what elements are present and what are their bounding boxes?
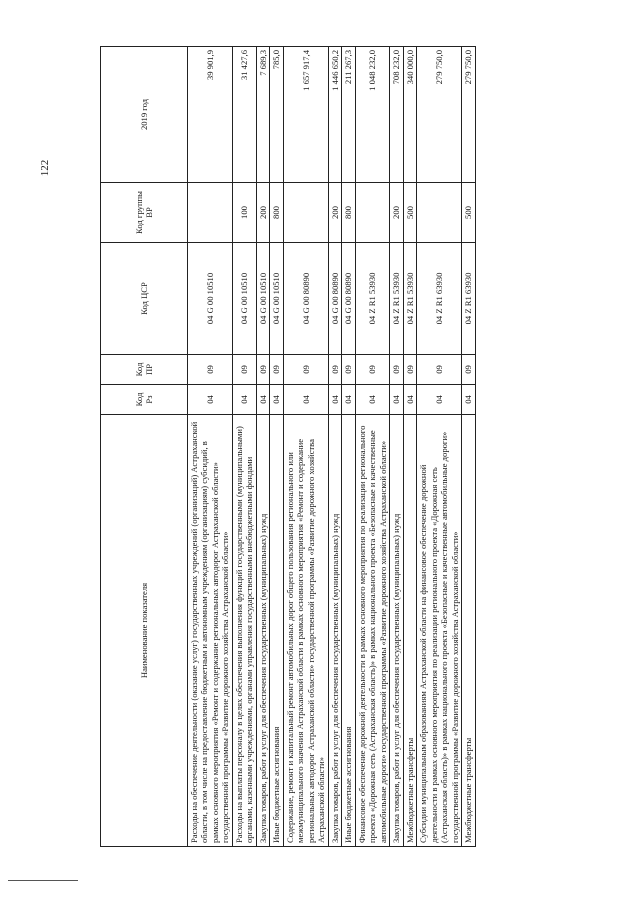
cell-sum: 340 000,0: [403, 47, 416, 183]
cell-name: Межбюджетные трансферты: [403, 415, 416, 847]
cell-rz: 04: [342, 385, 355, 415]
cell-rz: 04: [328, 385, 341, 415]
margin-line: [8, 880, 78, 881]
budget-table: [100, 46, 476, 847]
cell-name: Межбюджетные трансферты: [462, 415, 475, 847]
table-row: [355, 47, 389, 847]
cell-sum: 211 267,3: [342, 47, 355, 183]
cell-csr: 04 G 00 80890: [283, 243, 328, 355]
cell-csr: 04 Z R1 63930: [417, 243, 462, 355]
cell-name: Закупка товаров, работ и услуг для обеспечения государственных (муниципальных) нужд: [328, 415, 341, 847]
cell-pr: 09: [328, 355, 341, 385]
cell-rz: 04: [462, 385, 475, 415]
cell-sum: 708 232,0: [390, 47, 403, 183]
cell-rz: 04: [188, 385, 233, 415]
table-row: [342, 47, 355, 847]
cell-vr: 200: [390, 183, 403, 243]
cell-csr: 04 G 00 10510: [188, 243, 233, 355]
cell-rz: 04: [256, 385, 269, 415]
cell-pr: 09: [232, 355, 256, 385]
cell-name: Расходы на обеспечение деятельности (оказание услуг) государственных учреждений (организаций) Астраханской области, в том числе на предоставление бюджетным и автономным учреждениям (организациям) субсидий, в рамках основного мероприятия «Ремонт и содержание региональных автодорог Астраханской области» государственной программы «Развитие дорожного хозяйства Астраханской области»: [188, 415, 233, 847]
cell-pr: 09: [462, 355, 475, 385]
cell-pr: 09: [188, 355, 233, 385]
table-row: [462, 47, 475, 847]
table-row: [256, 47, 269, 847]
cell-sum: 1 657 917,4: [283, 47, 328, 183]
cell-rz: 04: [232, 385, 256, 415]
cell-vr: 800: [270, 183, 283, 243]
cell-csr: 04 Z R1 53930: [355, 243, 389, 355]
cell-rz: 04: [355, 385, 389, 415]
table-row: [270, 47, 283, 847]
cell-pr: 09: [283, 355, 328, 385]
table-row: [390, 47, 403, 847]
cell-csr: 04 G 00 80890: [328, 243, 341, 355]
cell-rz: 04: [283, 385, 328, 415]
cell-name: Иные бюджетные ассигнования: [342, 415, 355, 847]
cell-vr: 500: [403, 183, 416, 243]
cell-vr: 800: [342, 183, 355, 243]
cell-csr: 04 G 00 10510: [256, 243, 269, 355]
cell-sum: 31 427,6: [232, 47, 256, 183]
cell-name: Содержание, ремонт и капитальный ремонт автомобильных дорог общего пользования регионального или межмуниципального значения Астраханской области в рамках основного мероприятия «Ремонт и содержание региональных автодорог Астраханской области» государственной программы «Развитие дорожного хозяйства Астраханской области»: [283, 415, 328, 847]
cell-vr: [355, 183, 389, 243]
cell-name: Закупка товаров, работ и услуг для обеспечения государственных (муниципальных) нужд: [390, 415, 403, 847]
cell-csr: 04 G 00 10510: [232, 243, 256, 355]
cell-sum: 7 689,3: [256, 47, 269, 183]
cell-vr: 500: [462, 183, 475, 243]
cell-csr: 04 Z R1 63930: [462, 243, 475, 355]
cell-name: Субсидии муниципальным образованиям Астраханской области на финансовое обеспечение дорожной деятельности в рамках основного мероприятия по реализации регионального проекта «Дорожная сеть (Астраханская область)» в рамках национального проекта «Безопасные и качественные автомобильные дороги» государственной программы «Развитие дорожного хозяйства Астраханской области»: [417, 415, 462, 847]
cell-sum: 1 446 650,2: [328, 47, 341, 183]
header-name: Наименование показателя: [101, 415, 188, 847]
header-rz: Код Рз: [101, 385, 188, 415]
header-pr: Код ПР: [101, 355, 188, 385]
cell-vr: [188, 183, 233, 243]
table-row: [188, 47, 233, 847]
budget-table-rotated: [100, 47, 590, 847]
table-row: [417, 47, 462, 847]
cell-csr: 04 G 00 10510: [270, 243, 283, 355]
cell-pr: 09: [342, 355, 355, 385]
cell-csr: 04 Z R1 53930: [403, 243, 416, 355]
cell-name: Расходы на выплаты персоналу в целях обеспечения выполнения функций государственными (муниципальными) органами, казенными учреждениями, органами управления государственными внебюджетными фондами: [232, 415, 256, 847]
header-csr: Код ЦСР: [101, 243, 188, 355]
cell-csr: 04 G 00 80890: [342, 243, 355, 355]
cell-name: Финансовое обеспечение дорожной деятельности в рамках основного мероприятия по реализации регионального проекта «Дорожная сеть (Астраханская область)» в рамках национального проекта «Безопасные и качественные автомобильные дороги» государственной программы «Развитие дорожного хозяйства Астраханской области»: [355, 415, 389, 847]
table-row: [328, 47, 341, 847]
cell-pr: 09: [256, 355, 269, 385]
cell-sum: 1 048 232,0: [355, 47, 389, 183]
table-row: [232, 47, 256, 847]
cell-sum: 39 901,9: [188, 47, 233, 183]
cell-rz: 04: [403, 385, 416, 415]
cell-rz: 04: [270, 385, 283, 415]
cell-pr: 09: [417, 355, 462, 385]
cell-csr: 04 Z R1 53930: [390, 243, 403, 355]
cell-rz: 04: [417, 385, 462, 415]
header-vr: Код группы ВР: [101, 183, 188, 243]
cell-vr: [283, 183, 328, 243]
cell-vr: 200: [256, 183, 269, 243]
cell-pr: 09: [403, 355, 416, 385]
cell-name: Закупка товаров, работ и услуг для обеспечения государственных (муниципальных) нужд: [256, 415, 269, 847]
table-row: [403, 47, 416, 847]
cell-vr: [417, 183, 462, 243]
cell-vr: 200: [328, 183, 341, 243]
header-sum: 2019 год: [101, 47, 188, 183]
page-number: 122: [39, 159, 51, 177]
cell-sum: 279 750,0: [462, 47, 475, 183]
cell-pr: 09: [390, 355, 403, 385]
cell-sum: 279 750,0: [417, 47, 462, 183]
cell-pr: 09: [355, 355, 389, 385]
cell-sum: 785,0: [270, 47, 283, 183]
cell-rz: 04: [390, 385, 403, 415]
table-header-row: [101, 47, 188, 847]
cell-vr: 100: [232, 183, 256, 243]
table-row: [283, 47, 328, 847]
cell-name: Иные бюджетные ассигнования: [270, 415, 283, 847]
cell-pr: 09: [270, 355, 283, 385]
